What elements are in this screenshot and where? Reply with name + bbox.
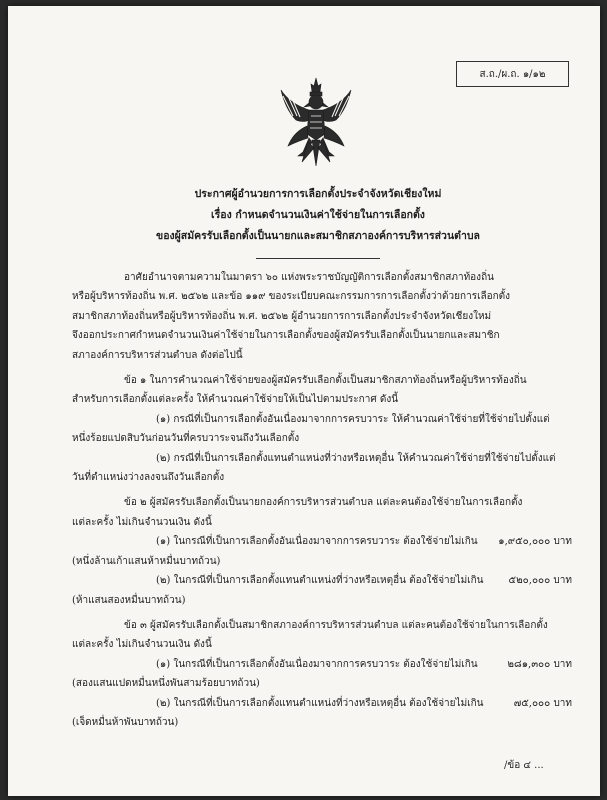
preamble-line: อาศัยอำนาจตามความในมาตรา ๖๐ แห่งพระราชบัญญัติการเลือกตั้งสมาชิกสภาท้องถิ่น xyxy=(124,272,494,283)
clause-line: แต่ละครั้ง ไม่เกินจำนวนเงิน ดังนี้ xyxy=(72,639,212,651)
amount-words: (เจ็ดหมื่นห้าพันบาทถ้วน) xyxy=(72,716,179,728)
clause-line: สำหรับการเลือกตั้งแต่ละครั้ง ให้คำนวณค่าใช้จ่ายให้เป็นไปตามประกาศ ดังนี้ xyxy=(72,394,399,406)
amount-line xyxy=(72,532,572,551)
preamble-line: หรือผู้บริหารท้องถิ่น พ.ศ. ๒๕๖๒ และข้อ ๑๑๙ ของระเบียบคณะกรรมการการเลือกตั้งว่าด้วยการเลือกตั้ง xyxy=(72,291,511,303)
amount-value: ๗๕,๐๐๐ บาท xyxy=(513,697,572,709)
preamble-line: สภาองค์การบริหารส่วนตำบล ดังต่อไปนี้ xyxy=(72,349,243,361)
amount-description: (๑) ในกรณีที่เป็นการเลือกตั้งอันเนื่องมาจากการครบวาระ ต้องใช้จ่ายไม่เกิน xyxy=(156,658,478,670)
title-line-2: เรื่อง กำหนดจำนวนเงินค่าใช้จ่ายในการเลือกตั้ง xyxy=(211,209,425,221)
reference-number: ส.ถ./ผ.ถ. ๑/๑๒ xyxy=(479,69,546,80)
clause-1 xyxy=(72,371,572,487)
amount-description: (๑) ในกรณีที่เป็นการเลือกตั้งอันเนื่องมาจากการครบวาระ ต้องใช้จ่ายไม่เกิน xyxy=(156,536,478,548)
clause-line: ข้อ ๓ ผู้สมัครรับเลือกตั้งเป็นสมาชิกสภาองค์การบริหารส่วนตำบล แต่ละคนต้องใช้จ่ายในการเลือกตั้ง xyxy=(124,619,548,631)
amount-line xyxy=(72,694,572,713)
amount-line xyxy=(72,655,572,674)
preamble-line: จึงออกประกาศกำหนดจำนวนเงินค่าใช้จ่ายในการเลือกตั้งของผู้สมัครรับเลือกตั้งเป็นนายกและสมาชิก xyxy=(72,330,500,342)
garuda-emblem-icon xyxy=(278,76,354,172)
amount-value: ๑,๙๕๐,๐๐๐ บาท xyxy=(498,536,572,548)
clause-2 xyxy=(72,493,572,609)
clause-line: ข้อ ๑ ในการคำนวณค่าใช้จ่ายของผู้สมัครรับเลือกตั้งเป็นสมาชิกสภาท้องถิ่นหรือผู้บริหารท้องถิ่น xyxy=(124,375,527,387)
title-divider xyxy=(256,258,380,259)
clause-line: ข้อ ๒ ผู้สมัครรับเลือกตั้งเป็นนายกองค์การบริหารส่วนตำบล แต่ละคนต้องใช้จ่ายในการเลือกตั้ง xyxy=(124,497,523,509)
title-line-1: ประกาศผู้อำนวยการการเลือกตั้งประจำจังหวัดเชียงใหม่ xyxy=(194,188,442,200)
amount-value: ๒๘๑,๓๐๐ บาท xyxy=(507,658,572,670)
amount-line xyxy=(72,571,572,590)
amount-description: (๒) ในกรณีที่เป็นการเลือกตั้งแทนตำแหน่งที่ว่างหรือเหตุอื่น ต้องใช้จ่ายไม่เกิน xyxy=(156,575,484,587)
announcement-title xyxy=(68,184,568,247)
announcement-body xyxy=(72,268,572,732)
clause-item-line: หนึ่งร้อยแปดสิบวันก่อนวันที่ครบวาระจนถึงวันเลือกตั้ง xyxy=(72,433,300,445)
clause-3 xyxy=(72,616,572,732)
clause-item-line: (๒) กรณีที่เป็นการเลือกตั้งแทนตำแหน่งที่ว่างหรือเหตุอื่น ให้คำนวณค่าใช้จ่ายที่ใช้จ่ายไปตั้งแต่ xyxy=(156,452,556,464)
amount-description: (๒) ในกรณีที่เป็นการเลือกตั้งแทนตำแหน่งที่ว่างหรือเหตุอื่น ต้องใช้จ่ายไม่เกิน xyxy=(156,697,484,709)
document-page xyxy=(8,6,600,796)
title-line-3: ของผู้สมัครรับเลือกตั้งเป็นนายกและสมาชิกสภาองค์การบริหารส่วนตำบล xyxy=(156,230,480,242)
amount-words: (หนึ่งล้านเก้าแสนห้าหมื่นบาทถ้วน) xyxy=(72,555,221,567)
reference-number-box xyxy=(456,61,569,87)
amount-value: ๕๒๐,๐๐๐ บาท xyxy=(508,575,572,587)
clause-line: แต่ละครั้ง ไม่เกินจำนวนเงิน ดังนี้ xyxy=(72,516,212,528)
clause-item-line: (๑) กรณีที่เป็นการเลือกตั้งอันเนื่องมาจากการครบวาระ ให้คำนวณค่าใช้จ่ายที่ใช้จ่ายไปตั้งแต่ xyxy=(156,413,550,425)
preamble-line: สมาชิกสภาท้องถิ่นหรือผู้บริหารท้องถิ่น พ.ศ. ๒๕๖๒ ผู้อำนวยการการเลือกตั้งประจำจังหวัดเชียงใหม่ xyxy=(72,310,492,322)
next-page-marker: /ข้อ ๔ ... xyxy=(504,760,544,771)
amount-words: (ห้าแสนสองหมื่นบาทถ้วน) xyxy=(72,594,186,606)
preamble-paragraph xyxy=(72,268,572,365)
clause-item-line: วันที่ตำแหน่งว่างลงจนถึงวันเลือกตั้ง xyxy=(72,472,225,484)
amount-words: (สองแสนแปดหมื่นหนึ่งพันสามร้อยบาทถ้วน) xyxy=(72,678,260,690)
